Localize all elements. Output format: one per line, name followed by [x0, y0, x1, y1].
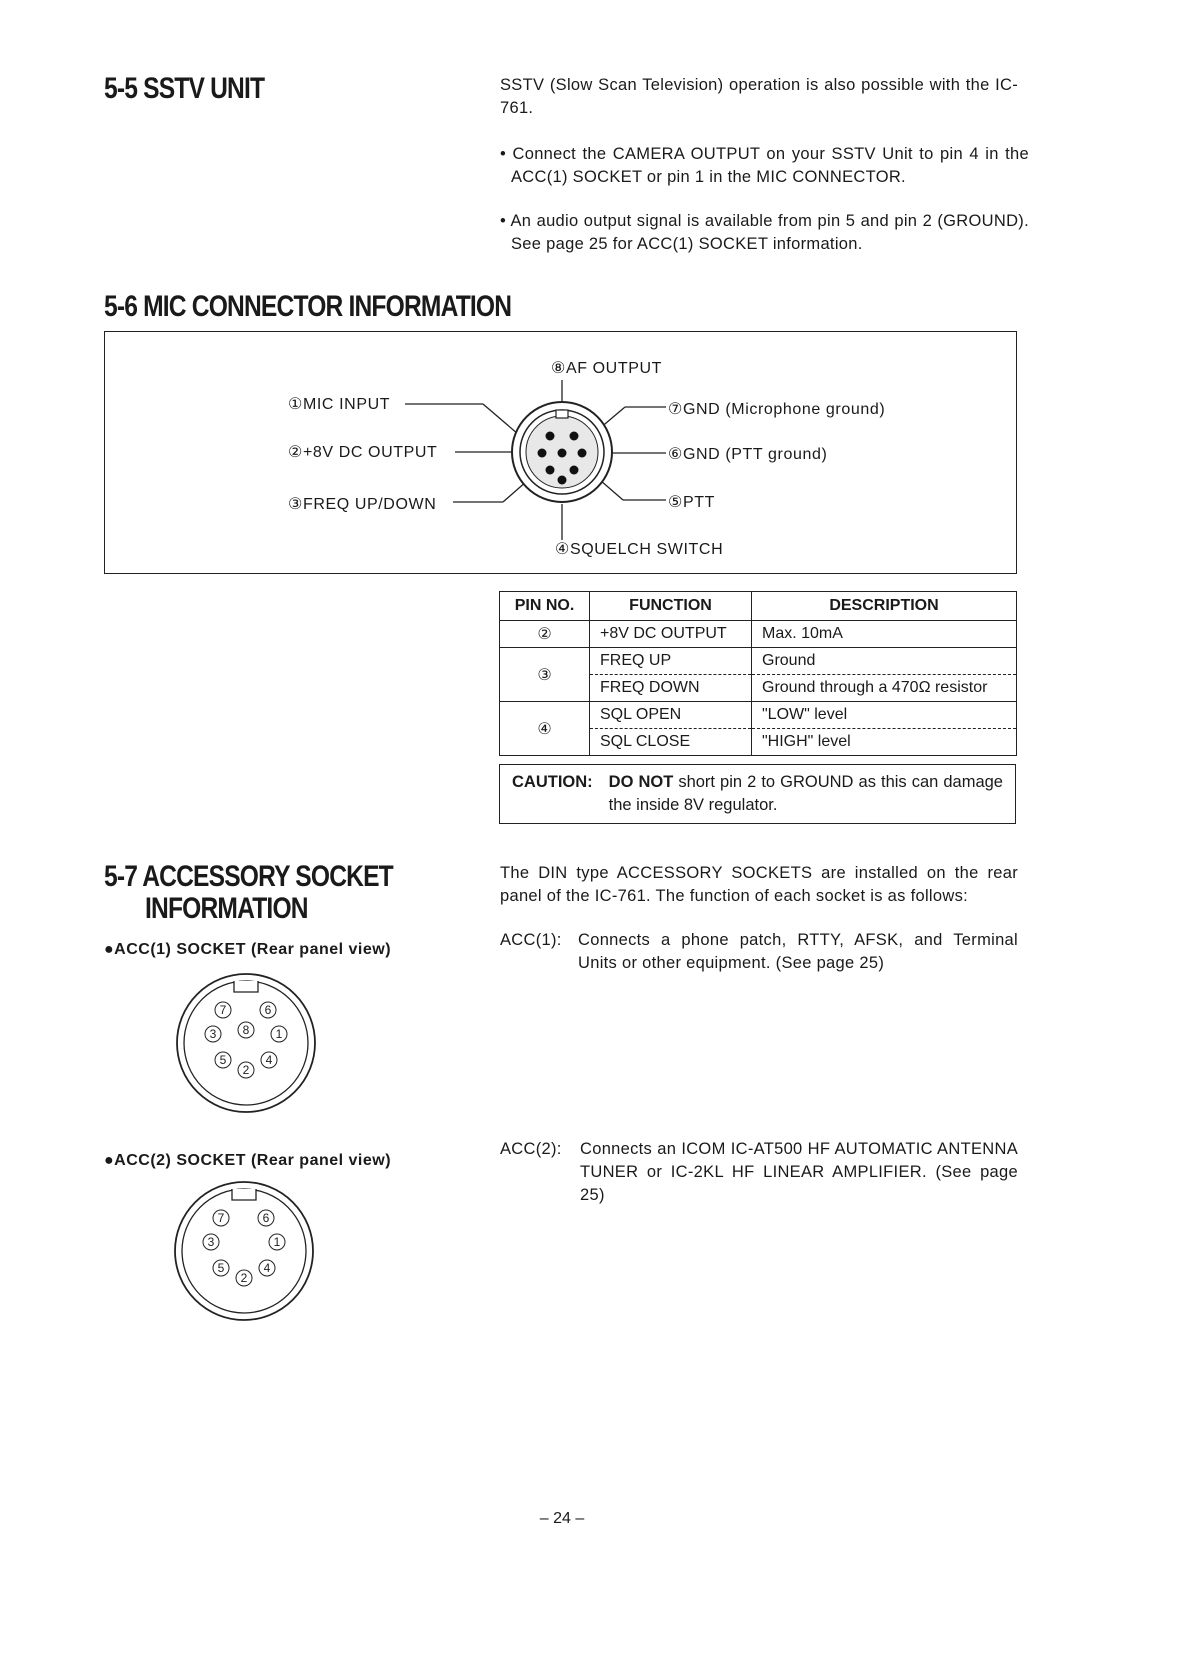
acc1-key: ACC(1):	[500, 931, 562, 949]
sstv-bullet-1: • Connect the CAMERA OUTPUT on your SSTV Unit to pin 4 in the ACC(1) SOCKET or pin 1 in the MIC CONNECTOR.	[500, 145, 1029, 186]
mic-heading: 5-6 MIC CONNECTOR INFORMATION	[104, 290, 512, 323]
acc1-pin-7: 7	[219, 1003, 227, 1017]
acc2-description: Connects an ICOM IC-AT500 HF AUTOMATIC ANTENNA TUNER or IC-2KL HF LINEAR AMPLIFIER. (See page 25)	[580, 1140, 1018, 1204]
function-cell: FREQ DOWN	[590, 675, 752, 702]
description-cell: Ground through a 470Ω resistor	[752, 675, 1017, 702]
header-description: DESCRIPTION	[752, 592, 1017, 621]
mic-connector-diagram-box	[104, 331, 1017, 574]
caution-message	[609, 771, 1003, 817]
mic-connector-diagram	[105, 332, 1016, 573]
label-mic-input: ①MIC INPUT	[288, 396, 391, 413]
acc1-pin-4: 4	[265, 1053, 273, 1067]
description-cell: Ground	[752, 648, 1017, 675]
acc2-key: ACC(2):	[500, 1140, 562, 1158]
caution-box	[499, 764, 1016, 824]
function-cell: SQL OPEN	[590, 702, 752, 729]
table-header-row	[500, 592, 1017, 621]
pin-cell: ②	[500, 621, 590, 648]
acc2-pin-6: 6	[262, 1211, 270, 1225]
acc2-pin-2: 2	[240, 1271, 248, 1285]
header-function: FUNCTION	[590, 592, 752, 621]
table-row	[500, 621, 1017, 648]
label-squelch: ④SQUELCH SWITCH	[555, 541, 724, 558]
acc2-pin-4: 4	[263, 1261, 271, 1275]
sstv-intro: SSTV (Slow Scan Television) operation is also possible with the IC-761.	[500, 76, 1018, 117]
sstv-heading: 5-5 SSTV UNIT	[104, 72, 265, 105]
sstv-bullet-2: • An audio output signal is available from pin 5 and pin 2 (GROUND). See page 25 for ACC(1) SOCKET information.	[500, 212, 1029, 253]
label-freq-updown: ③FREQ UP/DOWN	[288, 496, 437, 513]
label-8v-output: ②+8V DC OUTPUT	[288, 444, 438, 461]
description-cell: "LOW" level	[752, 702, 1017, 729]
mic-connector-icon	[512, 402, 612, 502]
acc2-pin-3: 3	[207, 1235, 215, 1249]
caution-label: CAUTION:	[512, 773, 593, 791]
acc1-pin-2: 2	[242, 1063, 250, 1077]
acc-heading-line2: INFORMATION	[145, 892, 308, 925]
acc2-socket-diagram	[173, 1180, 315, 1322]
label-ptt: ⑤PTT	[668, 494, 715, 511]
function-cell: FREQ UP	[590, 648, 752, 675]
description-cell: "HIGH" level	[752, 729, 1017, 756]
acc2-pin-7: 7	[217, 1211, 225, 1225]
acc1-pin-6: 6	[264, 1003, 272, 1017]
label-mic-gnd: ⑦GND (Microphone ground)	[668, 401, 886, 418]
label-ptt-gnd: ⑥GND (PTT ground)	[668, 446, 828, 463]
acc1-pin-5: 5	[219, 1053, 227, 1067]
acc-heading-line1: 5-7 ACCESSORY SOCKET	[104, 860, 393, 893]
caution-text: short pin 2 to GROUND as this can damage the inside 8V regulator.	[608, 773, 1003, 814]
acc2-socket-label: ●ACC(2) SOCKET (Rear panel view)	[104, 1152, 392, 1169]
pin-cell: ④	[500, 702, 590, 756]
table-row	[500, 648, 1017, 675]
sstv-bullet-1-text: Connect the CAMERA OUTPUT on your SSTV Unit to pin 4 in the ACC(1) SOCKET or pin 1 in the MIC CONNECTOR.	[511, 145, 1029, 186]
page-number: – 24 –	[539, 1510, 585, 1527]
acc1-pin-3: 3	[209, 1027, 217, 1041]
acc2-pin-5: 5	[217, 1261, 225, 1275]
table-row	[500, 702, 1017, 729]
description-cell: Max. 10mA	[752, 621, 1017, 648]
acc1-pin-8: 8	[242, 1023, 250, 1037]
acc1-description: Connects a phone patch, RTTY, AFSK, and Terminal Units or other equipment. (See page 25)	[578, 931, 1018, 972]
sstv-bullet-2-text: An audio output signal is available from pin 5 and pin 2 (GROUND). See page 25 for ACC(1) SOCKET information.	[510, 212, 1029, 253]
acc2-pin-1: 1	[273, 1235, 281, 1249]
acc1-socket-label: ●ACC(1) SOCKET (Rear panel view)	[104, 941, 392, 958]
acc1-pin-1: 1	[275, 1027, 283, 1041]
label-af-output: ⑧AF OUTPUT	[551, 360, 663, 377]
function-cell: SQL CLOSE	[590, 729, 752, 756]
function-cell: +8V DC OUTPUT	[590, 621, 752, 648]
acc-intro: The DIN type ACCESSORY SOCKETS are installed on the rear panel of the IC-761. The function of each socket is as follows:	[500, 864, 1018, 905]
caution-emphasis: DO NOT	[608, 773, 674, 791]
mic-pin-table	[499, 591, 1017, 756]
pin-cell: ③	[500, 648, 590, 702]
header-pin-no: PIN NO.	[500, 592, 590, 621]
acc1-socket-diagram	[175, 972, 317, 1114]
